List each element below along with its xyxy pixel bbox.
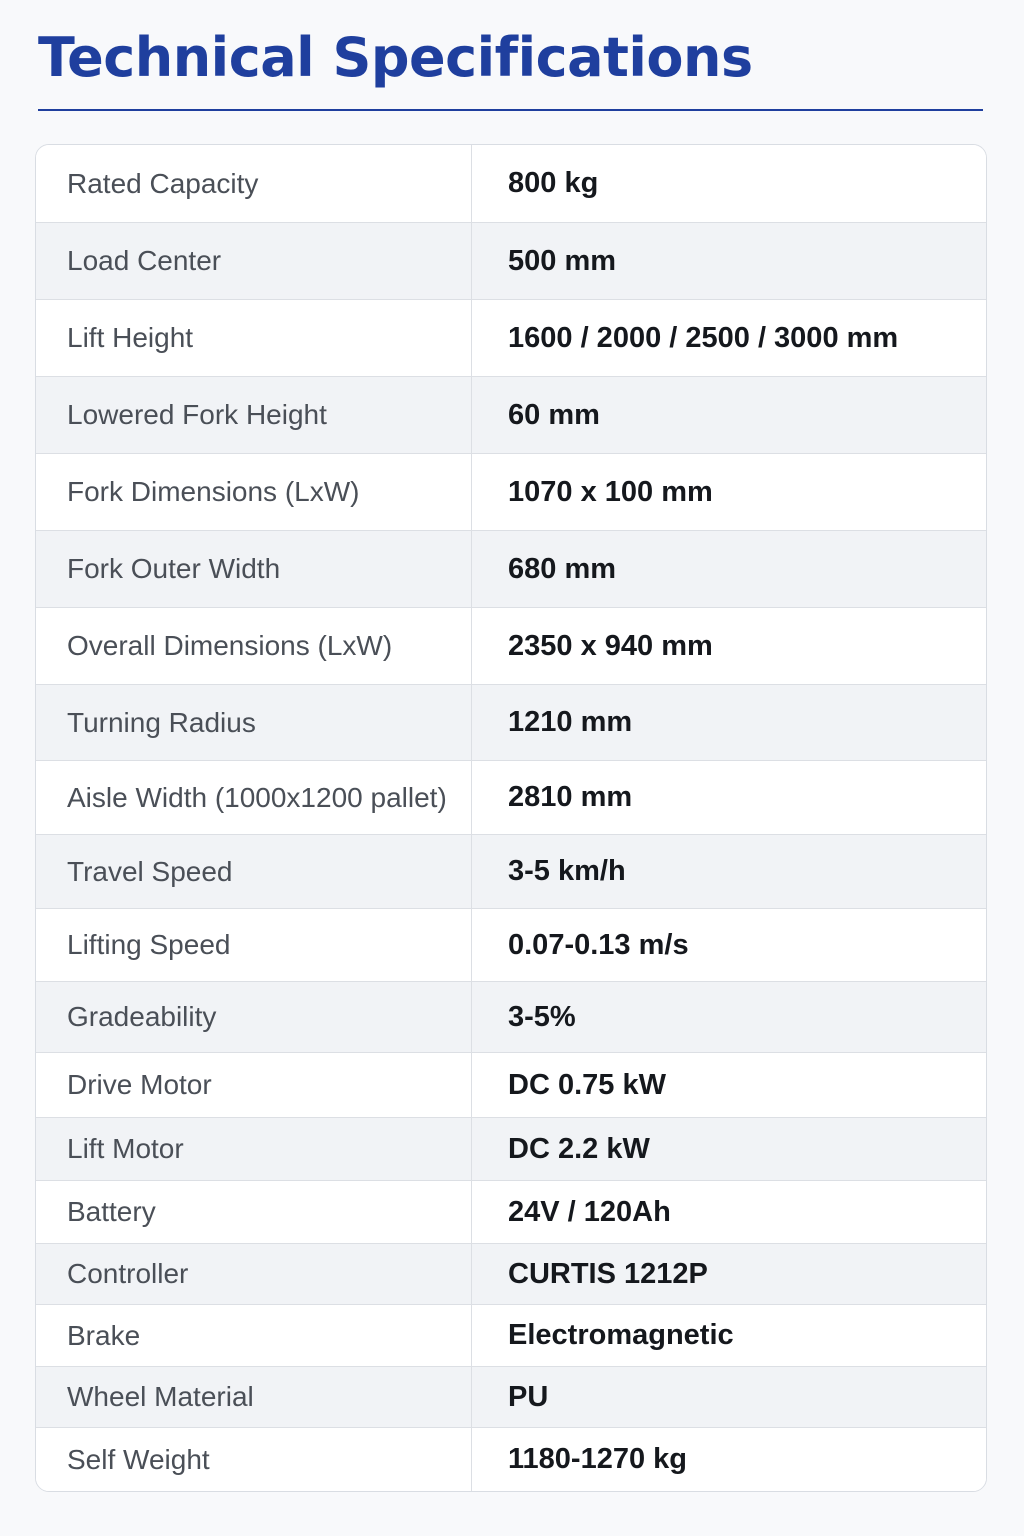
table-row <box>36 1117 986 1180</box>
table-row <box>36 1180 986 1243</box>
spec-label: Lowered Fork Height <box>36 377 472 453</box>
spec-label: Drive Motor <box>36 1053 472 1117</box>
table-row <box>36 1243 986 1304</box>
spec-value: 0.07-0.13 m/s <box>508 928 689 961</box>
table-row <box>36 530 986 607</box>
table-row <box>36 834 986 908</box>
spec-value: 1070 x 100 mm <box>508 475 713 508</box>
spec-label: Controller <box>36 1244 472 1304</box>
spec-label: Fork Outer Width <box>36 531 472 607</box>
table-row <box>36 1304 986 1366</box>
spec-label: Lifting Speed <box>36 909 472 981</box>
spec-label: Fork Dimensions (LxW) <box>36 454 472 530</box>
spec-value: 3-5% <box>508 1000 576 1033</box>
spec-label: Overall Dimensions (LxW) <box>36 608 472 684</box>
spec-value: 3-5 km/h <box>508 855 626 887</box>
spec-label: Gradeability <box>36 982 472 1052</box>
spec-value: 1600 / 2000 / 2500 / 3000 mm <box>508 321 899 354</box>
spec-table <box>35 144 987 1492</box>
page-title: Technical Specifications <box>38 26 753 89</box>
spec-value: 60 mm <box>508 398 600 431</box>
spec-value: 24V / 120Ah <box>508 1195 671 1228</box>
table-row <box>36 376 986 453</box>
table-row <box>36 1052 986 1117</box>
spec-label: Aisle Width (1000x1200 pallet) <box>36 761 472 834</box>
table-row <box>36 453 986 530</box>
spec-label: Travel Speed <box>36 835 472 908</box>
table-row <box>36 908 986 981</box>
spec-value: CURTIS 1212P <box>508 1257 708 1290</box>
spec-value: DC 2.2 kW <box>508 1132 650 1165</box>
table-row <box>36 760 986 834</box>
spec-label: Turning Radius <box>36 685 472 760</box>
spec-label: Brake <box>36 1305 472 1366</box>
spec-value: 2810 mm <box>508 781 633 813</box>
spec-label: Battery <box>36 1181 472 1243</box>
table-row <box>36 299 986 376</box>
spec-label: Load Center <box>36 223 472 299</box>
spec-value: 500 mm <box>508 244 617 277</box>
spec-value: PU <box>508 1380 549 1413</box>
spec-value: 1180-1270 kg <box>508 1443 687 1475</box>
spec-label: Lift Motor <box>36 1118 472 1180</box>
table-row <box>36 1366 986 1427</box>
table-row <box>36 222 986 299</box>
spec-value: DC 0.75 kW <box>508 1068 666 1101</box>
title-divider <box>38 109 983 111</box>
table-row <box>36 607 986 684</box>
spec-value: 1210 mm <box>508 706 633 738</box>
spec-value: Electromagnetic <box>508 1319 734 1351</box>
spec-value: 800 kg <box>508 167 599 199</box>
spec-value: 2350 x 940 mm <box>508 629 713 662</box>
spec-value: 680 mm <box>508 552 617 585</box>
table-row <box>36 145 986 222</box>
table-row <box>36 981 986 1052</box>
spec-label: Self Weight <box>36 1428 472 1491</box>
spec-label: Rated Capacity <box>36 145 472 222</box>
spec-label: Lift Height <box>36 300 472 376</box>
table-row <box>36 684 986 760</box>
spec-label: Wheel Material <box>36 1367 472 1427</box>
table-row <box>36 1427 986 1491</box>
